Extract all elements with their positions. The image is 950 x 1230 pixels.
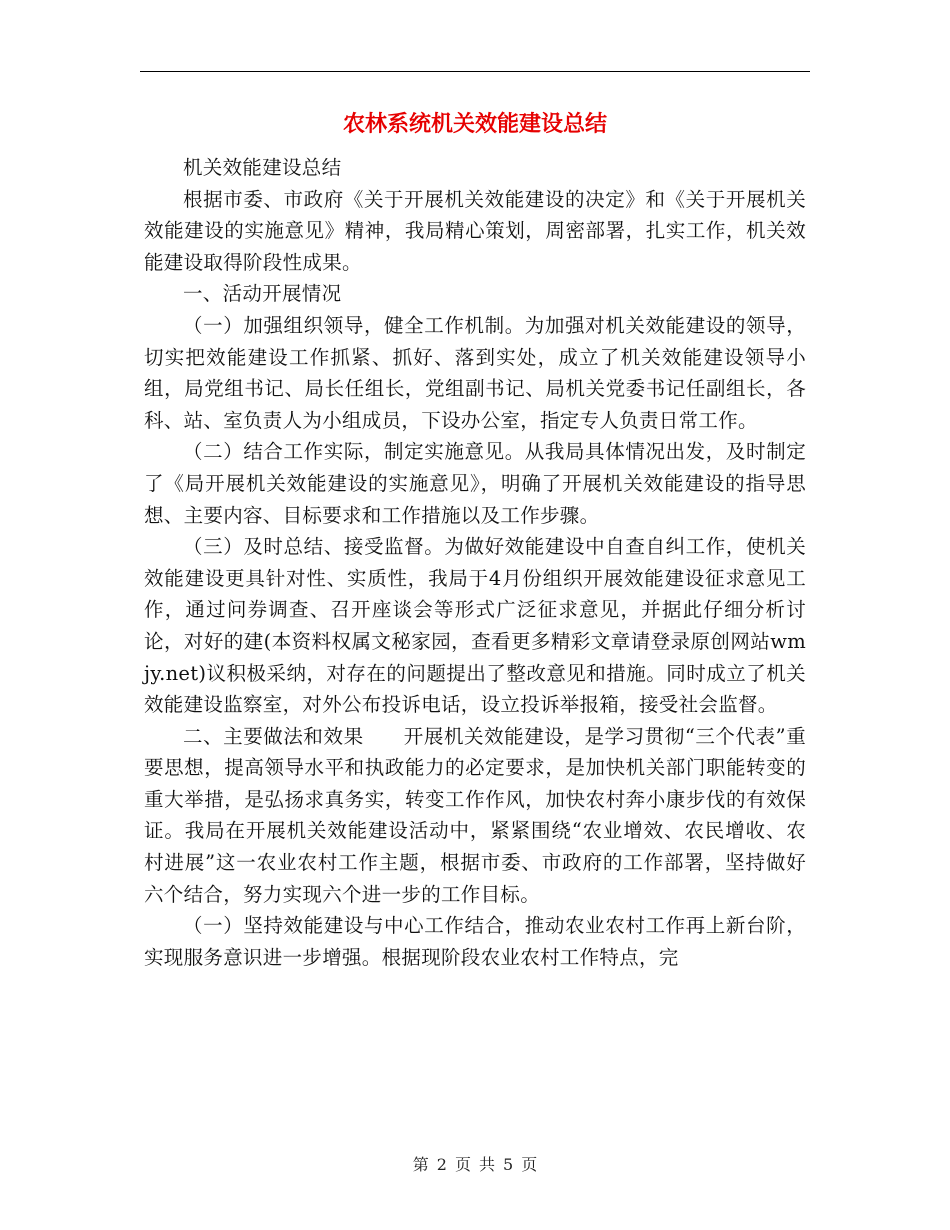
paragraph-section-2: 二、主要做法和效果 开展机关效能建设，是学习贯彻“三个代表”重要思想，提高领导水平和执政能力的必定要求，是加快机关部门职能转变的重大举措，是弘扬求真务实，转变工作作风，加快农村奔小康步伐的有效保证。我局在开展机关效能建设活动中，紧紧围绕“农业增效、农民增收、农村进展”这一农业农村工作主题，根据市委、市政府的工作部署，坚持做好六个结合，努力实现六个进一步的工作目标。 <box>144 724 806 906</box>
header-rule <box>140 71 810 72</box>
footer-prefix: 第 <box>412 1155 429 1174</box>
footer-page-word: 页 <box>454 1155 471 1174</box>
footer-current-page: 2 <box>436 1155 447 1174</box>
footer-suffix: 页 <box>521 1155 538 1174</box>
paragraph-1-3: （三）及时总结、接受监督。为做好效能建设中自查自纠工作，使机关效能建设更具针对性、实质性，我局于4月份组织开展效能建设征求意见工作，通过问券调查、召开座谈会等形式广泛征求意见，并据此仔细分析讨论，对好的建(本资料权属文秘家园，查看更多精彩文章请登录原创网站wmjy.net)议积极采纳，对存在的问题提出了整改意见和措施。同时成立了机关效能建设监察室，对外公布投诉电话，设立投诉举报箱，接受社会监督。 <box>144 535 806 717</box>
paragraph-1-2: （二）结合工作实际，制定实施意见。从我局具体情况出发，及时制定了《局开展机关效能建设的实施意见》，明确了开展机关效能建设的指导思想、主要内容、目标要求和工作措施以及工作步骤。 <box>144 440 806 527</box>
paragraph-2-1: （一）坚持效能建设与中心工作结合，推动农业农村工作再上新台阶，实现服务意识进一步增强。根据现阶段农业农村工作特点，完 <box>144 914 806 969</box>
paragraph-1-1: （一）加强组织领导，健全工作机制。为加强对机关效能建设的领导，切实把效能建设工作抓紧、抓好、落到实处，成立了机关效能建设领导小组，局党组书记、局长任组长，党组副书记、局机关党委书记任副组长，各科、站、室负责人为小组成员，下设办公室，指定专人负责日常工作。 <box>144 313 806 432</box>
paragraph-subtitle: 机关效能建设总结 <box>183 156 342 179</box>
footer-total-pages: 5 <box>503 1155 514 1174</box>
page-number-footer <box>0 1154 950 1176</box>
paragraph-intro: 根据市委、市政府《关于开展机关效能建设的决定》和《关于开展机关效能建设的实施意见》精神，我局精心策划，周密部署，扎实工作，机关效能建设取得阶段性成果。 <box>144 187 806 274</box>
heading-section-1: 一、活动开展情况 <box>183 282 342 306</box>
document-title: 农林系统机关效能建设总结 <box>342 112 607 137</box>
footer-total-word: 共 <box>479 1155 496 1174</box>
document-body <box>144 152 806 973</box>
